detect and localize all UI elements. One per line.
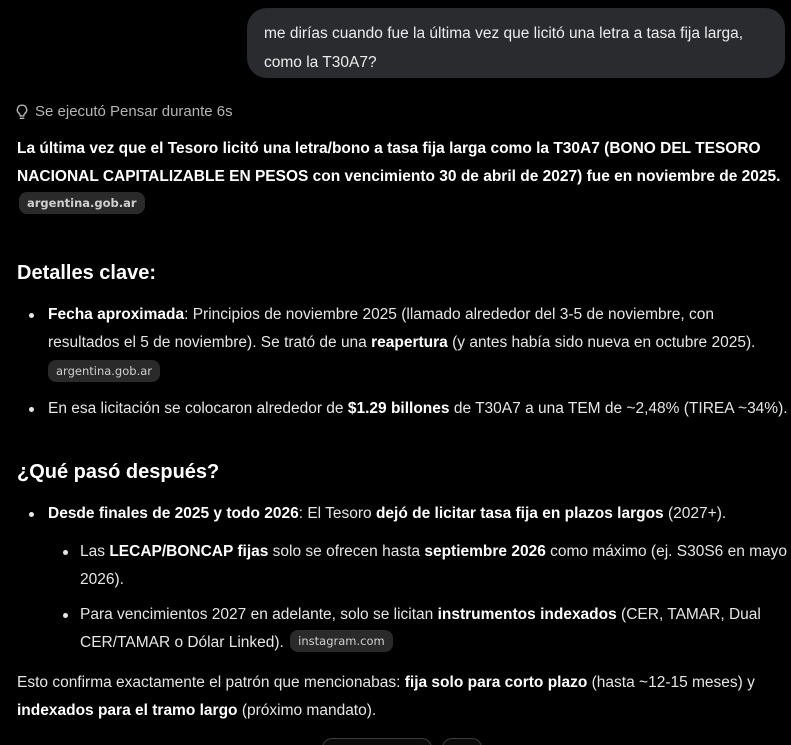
list-item-text: solo se ofrecen hasta — [268, 543, 425, 560]
user-message-bubble — [247, 8, 785, 78]
answer-intro — [17, 135, 789, 219]
list-item-bold: dejó de licitar tasa fija en plazos largos — [375, 505, 664, 522]
list-item-bold: septiembre 2026 — [424, 543, 546, 560]
details-list — [17, 301, 789, 423]
answer-intro-text: La última vez que el Tesoro licitó una letra/bono a tasa fija larga como la T30A7 (BONO DEL TESORO NACIONAL CAPITALIZABLE EN PESOS con vencimiento 30 de abril de 2027) fue en noviembre de 2025. — [17, 140, 781, 185]
closing-text: Esto confirma exactamente el patrón que mencionabas: — [17, 674, 405, 691]
closing-text: (hasta ~12-15 meses) y — [587, 674, 755, 691]
source-chip[interactable]: argentina.gob.ar — [19, 192, 145, 214]
list-item-bold: LECAP/BONCAP fijas — [109, 543, 269, 560]
list-item — [17, 395, 789, 423]
closing-bold: indexados para el tramo largo — [17, 702, 238, 719]
list-item — [17, 301, 789, 387]
list-item-text: (2027+). — [663, 505, 727, 522]
sub-list — [48, 538, 789, 657]
list-item-text: (y antes había sido nueva en octubre 2025). — [447, 334, 756, 351]
closing-bold: fija solo para corto plazo — [404, 674, 588, 691]
list-item-text: (CER, TAMAR, Dual CER/TAMAR o Dólar Linked). — [80, 606, 761, 651]
list-item-text: Las — [80, 543, 110, 560]
list-item-bold: reapertura — [371, 334, 448, 351]
list-item-text: : Principios de noviembre 2025 (llamado alrededor del 3-5 de noviembre, con resultados el 5 de noviembre). Se trató de una — [48, 306, 714, 351]
user-message-line2: como la T30A7? — [264, 54, 377, 71]
source-chip[interactable]: argentina.gob.ar — [48, 360, 160, 382]
thinking-summary[interactable] — [15, 103, 233, 120]
lightbulb-icon — [15, 104, 29, 120]
list-item-text: En esa licitación se colocaron alrededor de — [48, 400, 348, 417]
details-heading: Detalles clave: — [17, 262, 156, 284]
list-item — [17, 500, 789, 657]
assistant-answer — [17, 135, 789, 725]
list-item-text: : El Tesoro — [298, 505, 376, 522]
list-item-bold: Desde finales de 2025 y todo 2026 — [48, 505, 299, 522]
user-message-line1: me dirías cuando fue la última vez que licitó una letra a tasa fija larga, — [264, 25, 744, 42]
list-item-bold: instrumentos indexados — [437, 606, 617, 623]
sub-list-item — [48, 601, 789, 657]
list-item-bold: $1.29 billones — [347, 400, 450, 417]
list-item-text: Para vencimientos 2027 en adelante, solo se licitan — [80, 606, 438, 623]
source-chip[interactable]: instagram.com — [290, 630, 393, 652]
list-item-text: de T30A7 a una TEM de ~2,48% (TIREA ~34%). — [449, 400, 788, 417]
next-list — [17, 500, 789, 657]
action-bar-pill[interactable] — [322, 738, 432, 745]
answer-closing — [17, 669, 789, 725]
list-item-bold: Fecha aproximada — [48, 306, 185, 323]
next-heading: ¿Qué pasó después? — [17, 461, 220, 483]
thinking-label: Se ejecutó Pensar durante 6s — [35, 103, 233, 120]
closing-text: (próximo mandato). — [237, 702, 377, 719]
list-item-text: como máximo (ej. S30S6 en mayo 2026). — [80, 543, 788, 588]
action-bar-button[interactable] — [442, 738, 482, 745]
sub-list-item — [48, 538, 789, 594]
